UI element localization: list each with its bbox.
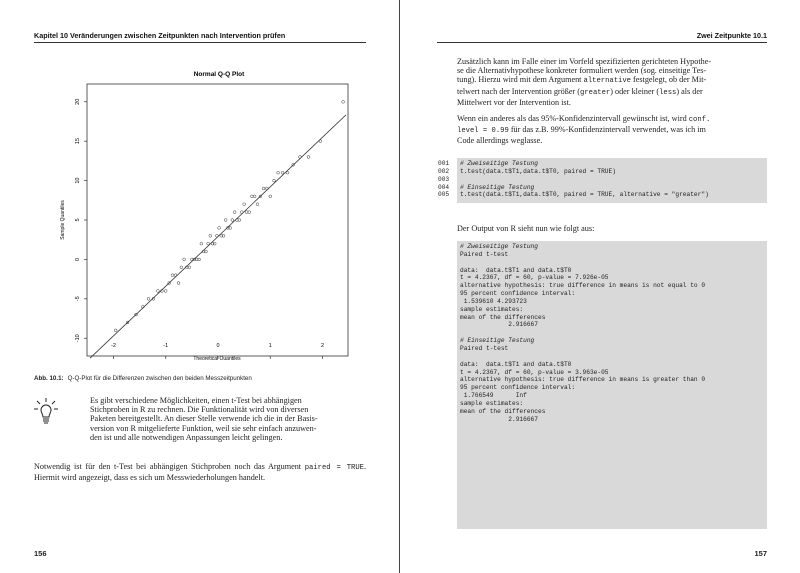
y-tick-label: 20: [75, 98, 81, 105]
qq-point: [224, 219, 227, 222]
caption-label: Abb. 10.1:: [34, 375, 64, 382]
qq-point: [114, 329, 117, 332]
qq-point: [174, 274, 177, 277]
output-line: [460, 259, 765, 267]
x-axis-label: Theoretical Quantiles: [193, 356, 241, 360]
x-tick-label: -1: [163, 343, 169, 349]
y-tick-label: 5: [75, 218, 81, 222]
tip-line: Paketen bereitgestellt. An dieser Stelle verwende ich die in der Basis-: [90, 414, 318, 424]
output-line: alternative hypothesis: true difference in means is greater than 0: [460, 376, 706, 384]
paragraph-confidence: Wenn ein anderes als das 95%-Konfidenzintervall gewünscht ist, wird conf. level = 0.99 für das z.B. 99%-Konfidenzintervall verwendet, was ich im Code allerdings weglasse.: [457, 114, 711, 146]
qq-point: [200, 242, 203, 245]
qq-point: [216, 234, 219, 237]
y-axis-label: Sample Quantiles: [60, 200, 66, 240]
output-line: data: data.t$T1 and data.t$T0: [460, 266, 572, 274]
body-paragraph: Notwendig ist für den t-Test bei abhängigen Stichproben noch das Argument paired = TRUE. Hiermit wird angezeigt, dass es sich um Messwiederholungen handelt.: [34, 462, 367, 483]
qq-point: [277, 171, 280, 174]
inline-code: alternative: [583, 77, 631, 86]
y-tick-label: -5: [75, 296, 81, 302]
code-comment: # Einseitige Testung: [460, 183, 535, 191]
qq-point: [299, 156, 302, 159]
code-block: [457, 158, 767, 203]
qq-point: [180, 266, 183, 269]
output-line: [460, 353, 765, 361]
y-tick-label: 10: [75, 177, 81, 184]
output-line: Paired t-test: [460, 344, 509, 352]
y-tick-label: 15: [75, 138, 81, 145]
qq-point: [209, 234, 212, 237]
output-line: alternative hypothesis: true difference in means is not equal to 0: [460, 282, 706, 290]
header-rule: [34, 42, 366, 43]
qq-point: [250, 195, 253, 198]
qq-point: [231, 219, 234, 222]
y-tick-label: -10: [75, 334, 81, 343]
output-comment: # Einseitige Testung: [460, 337, 535, 345]
qq-point: [177, 282, 180, 285]
output-line: 1.539610 4.293723: [460, 297, 527, 305]
x-tick-label: -2: [111, 343, 116, 349]
tip-line: Stichproben in R zu rechnen. Die Funktionalität wird von diversen: [90, 405, 309, 415]
code-line: t.test(data.t$T1,data.t$T0, paired = TRUE, alternative = "greater"): [460, 191, 709, 199]
page-number: 156: [34, 549, 47, 558]
y-axis: [75, 99, 87, 343]
inline-code: less: [659, 88, 677, 97]
qq-point: [269, 195, 272, 198]
header-rule: [437, 42, 767, 43]
qq-point: [319, 140, 322, 143]
y-tick-label: 0: [75, 257, 81, 261]
qq-point: [307, 156, 310, 159]
qq-point: [207, 242, 210, 245]
output-line: 2.916667: [460, 415, 538, 423]
qq-point: [256, 203, 259, 206]
caption-text: Q-Q-Plot für die Differenzen zwischen den beiden Messzeitpunkten: [67, 375, 252, 382]
output-line: 2.916667: [460, 321, 538, 329]
qq-point: [281, 171, 284, 174]
qq-point: [262, 187, 265, 190]
output-line: sample estimates:: [460, 399, 524, 407]
lightbulb-icon: [33, 397, 59, 425]
qq-point: [243, 203, 246, 206]
running-header: Kapitel 10 Veränderungen zwischen Zeitpunkten nach Intervention prüfen: [34, 31, 286, 40]
output-line: Paired t-test: [460, 250, 509, 258]
qq-point: [265, 187, 268, 190]
output-comment: # Zweiseitige Testung: [460, 243, 538, 250]
running-header: Zwei Zeitpunkte 10.1: [696, 31, 767, 40]
x-tick-label: 1: [268, 343, 272, 349]
output-line: t = 4.2367, df = 60, p-value = 3.963e-05: [460, 368, 609, 376]
qq-point: [171, 274, 174, 277]
qq-point: [157, 290, 160, 293]
output-line: t = 4.2367, df = 60, p-value = 7.926e-05: [460, 274, 609, 282]
code-line: [460, 176, 765, 184]
x-tick-label: 0: [216, 343, 220, 349]
qq-point: [147, 297, 150, 300]
inline-code: level = 0.99: [457, 127, 509, 136]
qq-point: [273, 179, 276, 182]
figure-caption: [34, 375, 252, 382]
inline-code: greater: [580, 88, 611, 97]
tip-line: Es gibt verschiedene Möglichkeiten, einen t-Test bei abhängigen: [90, 396, 302, 405]
code-comment: # Zweiseitige Testung: [460, 160, 538, 167]
output-line: [460, 329, 765, 337]
inline-code: conf.: [688, 116, 711, 124]
qq-point: [342, 100, 345, 103]
chart-title: Normal Q-Q Plot: [193, 71, 245, 78]
tip-line: version von R mitgelieferte Funktion, weil sie sehr einfach anzuwen-: [90, 423, 317, 433]
code-line-numbers: 001 002 003 004 005: [438, 160, 450, 199]
inline-code: paired = TRUE: [304, 464, 364, 472]
output-line: mean of the differences: [460, 313, 546, 321]
output-line: 1.766549 Inf: [460, 392, 527, 400]
qq-point: [233, 211, 236, 214]
paragraph-alternative: Zusätzlich kann im Falle einer im Vorfeld spezifizierten gerichteten Hypothe- se die Alternativhypothese konkreter formuliert werden (sog. einseitige Tes- tung). Hierzu wird mit dem Argument alternative festgelegt, ob der Mit- telwert nach der Intervention größer (greater) oder kleiner (less) als der Mittelwert vor der Intervention ist.: [457, 57, 712, 107]
qq-point: [286, 171, 289, 174]
code-line: t.test(data.t$T1,data.t$T0, paired = TRUE): [460, 167, 616, 175]
plot-frame: [87, 84, 348, 356]
qq-point: [183, 258, 186, 261]
qq-plot: [0, 60, 400, 360]
qq-point: [253, 195, 256, 198]
output-line: 95 percent confidence interval:: [460, 384, 576, 392]
r-output-block: [457, 241, 767, 529]
output-line: data: data.t$T1 and data.t$T0: [460, 360, 572, 368]
qq-point: [164, 290, 167, 293]
output-intro: Der Output von R sieht nun wie folgt aus:: [457, 224, 595, 233]
qq-point: [218, 226, 221, 229]
page-number: 157: [754, 549, 767, 558]
tip-line: den ist und alle notwendigen Anpassungen leicht gelingen.: [90, 432, 283, 442]
tip-box: [90, 396, 366, 442]
qq-point: [240, 211, 243, 214]
output-line: sample estimates:: [460, 305, 524, 313]
x-tick-label: 2: [320, 343, 325, 349]
output-line: 95 percent confidence interval:: [460, 290, 576, 298]
output-line: mean of the differences: [460, 407, 546, 415]
